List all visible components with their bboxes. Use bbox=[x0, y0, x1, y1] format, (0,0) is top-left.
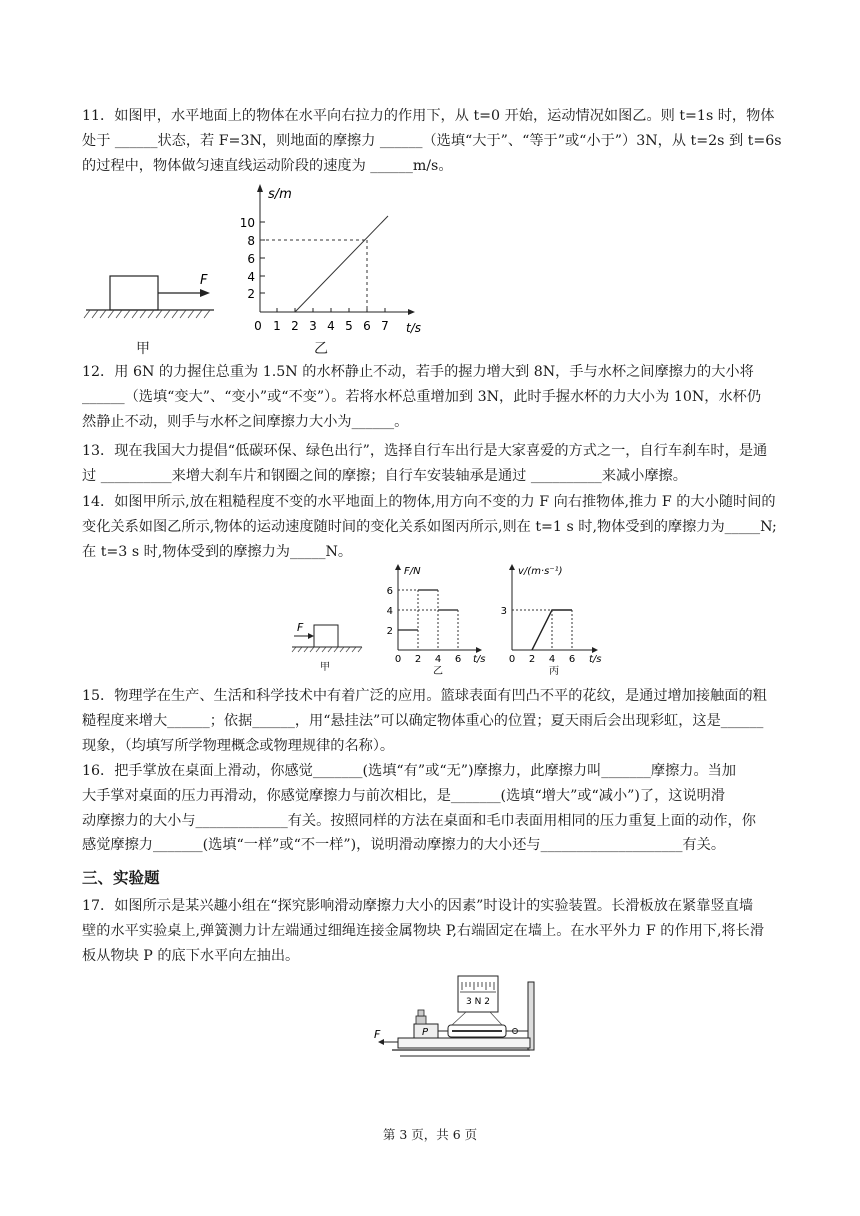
q14-line-2: 变化关系如图乙所示,物体的运动速度随时间的变化关系如图丙所示,则在 t=1 s 时,物体受到的摩擦力为_____N; bbox=[82, 518, 777, 535]
q14-f-ytick-6: 6 bbox=[386, 586, 393, 597]
q15-line-1: 15．物理学在生产、生活和科学技术中有着广泛的应用。篮球表面有凹凸不平的花纹，是通过增加接触面的粗 bbox=[82, 688, 767, 704]
q11-ytick-10: 10 bbox=[239, 216, 255, 230]
q11-ytick-2: 2 bbox=[247, 287, 255, 301]
q14-v-xtick-6: 6 bbox=[568, 654, 576, 665]
q14-v-xtick-4: 4 bbox=[548, 654, 556, 665]
q14-f-xlabel: t/s bbox=[473, 654, 486, 665]
page-footer: 第 3 页，共 6 页 bbox=[382, 1127, 478, 1142]
q17-apparatus-figure bbox=[370, 968, 550, 1060]
q14-caption-bing: 丙 bbox=[549, 666, 559, 677]
q11-ytick-4: 4 bbox=[247, 270, 255, 284]
q12-line-3: 然静止不动，则手与水杯之间摩擦力大小为______。 bbox=[82, 413, 409, 430]
q14-f-xtick-4: 4 bbox=[434, 654, 442, 665]
q14-graph-f bbox=[378, 562, 488, 680]
question-12 bbox=[82, 360, 794, 434]
question-13 bbox=[82, 439, 794, 489]
q11-xtick-7: 7 bbox=[381, 319, 389, 333]
q11-xtick-1: 1 bbox=[273, 319, 281, 333]
q17-meter-label: 3 N 2 bbox=[466, 997, 490, 1007]
q14-v-xtick-0: 0 bbox=[508, 654, 516, 665]
question-16 bbox=[82, 759, 794, 858]
q11-figure-jia bbox=[82, 262, 222, 324]
section-heading: 三、实验题 bbox=[82, 869, 160, 887]
q14-v-ytick-3: 3 bbox=[500, 606, 507, 617]
q17-line-2: 壁的水平实验桌上,弹簧测力计左端通过细绳连接金属物块 P,右端固定在墙上。在水平外力 F 的作用下,将长滑 bbox=[82, 922, 765, 939]
q16-line-3: 动摩擦力的大小与_____________有关。按照同样的方法在桌面和毛巾表面用相同的压力重复上面的动作，你 bbox=[82, 812, 756, 829]
q13-line-2: 过 __________来增大刹车片和钢圈之间的摩擦；自行车安装轴承是通过 __________来减小摩擦。 bbox=[82, 467, 687, 484]
q15-line-2: 糙程度来增大______；依据______，用“悬挂法”可以确定物体重心的位置；夏天雨后会出现彩虹，这是______ bbox=[82, 712, 764, 729]
q14-v-xtick-2: 2 bbox=[528, 654, 536, 665]
q11-graph-ylabel: s/m bbox=[268, 187, 292, 202]
q14-caption-yi: 乙 bbox=[433, 666, 443, 677]
q11-xtick-3: 3 bbox=[309, 319, 317, 333]
question-15 bbox=[82, 684, 794, 758]
q17-line-3: 板从物块 P 的底下水平向左抽出。 bbox=[82, 947, 300, 964]
q11-ytick-8: 8 bbox=[247, 234, 255, 248]
q14-line-1: 14．如图甲所示,放在粗糙程度不变的水平地面上的物体,用方向不变的力 F 向右推物体,推力 F 的大小随时间的 bbox=[82, 494, 776, 510]
q14-caption-jia: 甲 bbox=[320, 662, 330, 673]
q13-line-1: 13．现在我国大力提倡“低碳环保、绿色出行”，选择自行车出行是大家喜爱的方式之一，自行车刹车时，是通 bbox=[82, 443, 768, 459]
q11-graph-yi bbox=[238, 180, 438, 340]
q14-f-xtick-6: 6 bbox=[454, 654, 462, 665]
q11-ytick-6: 6 bbox=[247, 252, 255, 266]
q11-xtick-5: 5 bbox=[345, 319, 353, 333]
q12-line-2: ______（选填“变大”、“变小”或“不变”）。若将水杯总重增加到 3N，此时手握水杯的力大小为 10N，水杯仍 bbox=[82, 388, 762, 405]
q17-force-label: F bbox=[374, 1028, 381, 1041]
q11-line-2: 处于 ______状态，若 F=3N，则地面的摩擦力 ______（选填“大于”、“等于”或“小于”）3N，从 t=2s 到 t=6s bbox=[82, 132, 782, 149]
question-17 bbox=[82, 894, 794, 968]
q17-block-label: P bbox=[422, 1027, 429, 1038]
q14-figure-jia bbox=[290, 615, 370, 679]
q11-caption-jia: 甲 bbox=[136, 341, 150, 357]
q11-force-label: F bbox=[200, 273, 208, 288]
q14-f-xtick-2: 2 bbox=[414, 654, 422, 665]
q14-force-label: F bbox=[297, 621, 304, 634]
q14-graph-v bbox=[492, 562, 610, 680]
q11-line-3: 的过程中，物体做匀速直线运动阶段的速度为 ______m/s。 bbox=[82, 157, 453, 174]
q11-xtick-4: 4 bbox=[327, 319, 335, 333]
q11-graph-line bbox=[295, 216, 388, 312]
q16-line-2: 大手掌对桌面的压力再滑动，你感觉摩擦力与前次相比，是_______(选填“增大”或“减小”)了，这说明滑 bbox=[82, 787, 726, 804]
q15-line-3: 现象，（均填写所学物理概念或物理规律的名称）。 bbox=[82, 737, 395, 754]
q14-f-ytick-2: 2 bbox=[386, 626, 393, 637]
q12-line-1: 12．用 6N 的力握住总重为 1.5N 的水杯静止不动，若手的握力增大到 8N，手与水杯之间摩擦力的大小将 bbox=[82, 364, 754, 380]
q11-xtick-2: 2 bbox=[291, 319, 299, 333]
q14-f-ytick-4: 4 bbox=[386, 606, 393, 617]
q17-line-1: 17．如图所示是某兴趣小组在“探究影响滑动摩擦力大小的因素”时设计的实验装置。长滑板放在紧靠竖直墙 bbox=[82, 898, 754, 914]
q16-line-4: 感觉摩擦力_______(选填“一样”或“不一样”)，说明滑动摩擦力的大小还与____________________有关。 bbox=[82, 837, 726, 854]
question-14 bbox=[82, 490, 794, 564]
q11-graph-xlabel: t/s bbox=[406, 321, 421, 335]
q14-v-ylabel: v/(m·s⁻¹) bbox=[518, 566, 563, 577]
q11-line-1: 11．如图甲，水平地面上的物体在水平向右拉力的作用下，从 t=0 开始，运动情况如图乙。则 t=1s 时，物体 bbox=[82, 108, 775, 124]
q14-f-xtick-0: 0 bbox=[394, 654, 402, 665]
q11-caption-yi: 乙 bbox=[314, 341, 328, 357]
q14-v-xlabel: t/s bbox=[589, 654, 602, 665]
q11-xtick-6: 6 bbox=[363, 319, 371, 333]
q14-f-ylabel: F/N bbox=[404, 566, 421, 577]
q14-line-3: 在 t=3 s 时,物体受到的摩擦力为_____N。 bbox=[82, 543, 353, 560]
q11-xtick-0: 0 bbox=[254, 319, 262, 333]
q16-line-1: 16．把手掌放在桌面上滑动，你感觉_______(选填“有”或“无”)摩擦力，此摩擦力叫_______摩擦力。当加 bbox=[82, 763, 737, 779]
question-11 bbox=[82, 104, 794, 178]
